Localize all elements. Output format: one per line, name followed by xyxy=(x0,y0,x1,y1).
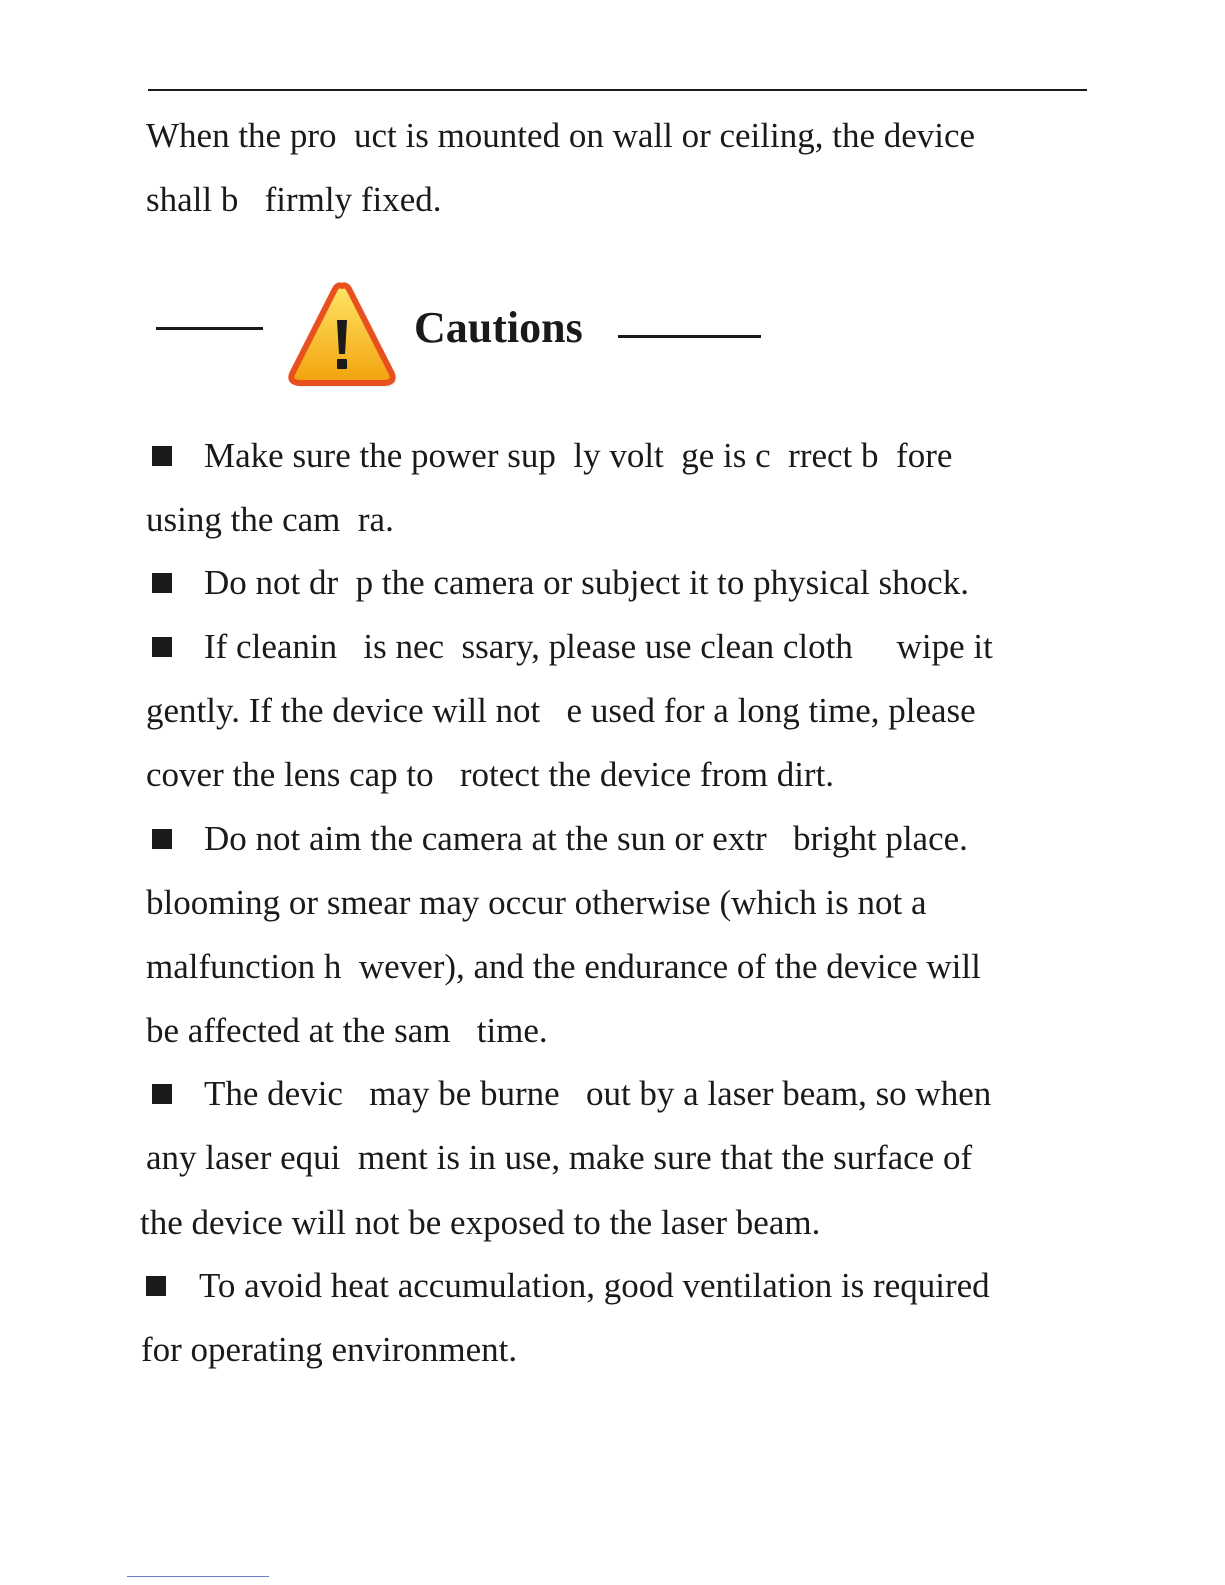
caution-3-line-3: cover the lens cap to rotect the device from dirt. xyxy=(146,755,835,794)
caution-4-line-4: be affected at the sam time. xyxy=(146,1011,548,1050)
intro-line-1: When the pro uct is mounted on wall or ceiling, the device xyxy=(146,116,976,155)
bullet-square-icon xyxy=(152,829,172,849)
caution-6-line-1: To avoid heat accumulation, good ventilation is required xyxy=(199,1266,990,1305)
caution-4-line-1: Do not aim the camera at the sun or extr bright place. xyxy=(204,819,968,858)
bullet-square-icon xyxy=(152,446,172,466)
caution-3-line-1: If cleanin is nec ssary, please use clean cloth wipe it xyxy=(204,627,993,666)
bullet-square-icon xyxy=(152,637,172,657)
caution-6-line-2: for operating environment. xyxy=(141,1330,518,1369)
caution-2-line-1: Do not dr p the camera or subject it to physical shock. xyxy=(204,563,969,602)
cautions-title: Cautions xyxy=(414,303,583,352)
footer-rule xyxy=(127,1576,269,1577)
caution-1-line-2: using the cam ra. xyxy=(146,500,394,539)
caution-5-line-3: the device will not be exposed to the laser beam. xyxy=(140,1203,821,1242)
caution-3-line-2: gently. If the device will not e used for a long time, please xyxy=(146,691,976,730)
bullet-square-icon xyxy=(146,1276,166,1296)
bullet-square-icon xyxy=(152,573,172,593)
caution-4-line-3: malfunction h wever), and the endurance of the device will xyxy=(146,947,981,986)
heading-rule-right xyxy=(618,335,761,338)
warning-triangle-icon xyxy=(286,280,398,392)
intro-line-2: shall b firmly fixed. xyxy=(146,180,442,219)
top-divider xyxy=(148,89,1087,91)
caution-4-line-2: blooming or smear may occur otherwise (which is not a xyxy=(146,883,927,922)
cautions-heading xyxy=(0,280,1225,400)
bullet-square-icon xyxy=(152,1084,172,1104)
caution-5-line-2: any laser equi ment is in use, make sure that the surface of xyxy=(146,1138,973,1177)
caution-1-line-1: Make sure the power sup ly volt ge is c rrect b fore xyxy=(204,436,953,475)
caution-5-line-1: The devic may be burne out by a laser beam, so when xyxy=(204,1074,992,1113)
heading-rule-left xyxy=(156,327,263,330)
